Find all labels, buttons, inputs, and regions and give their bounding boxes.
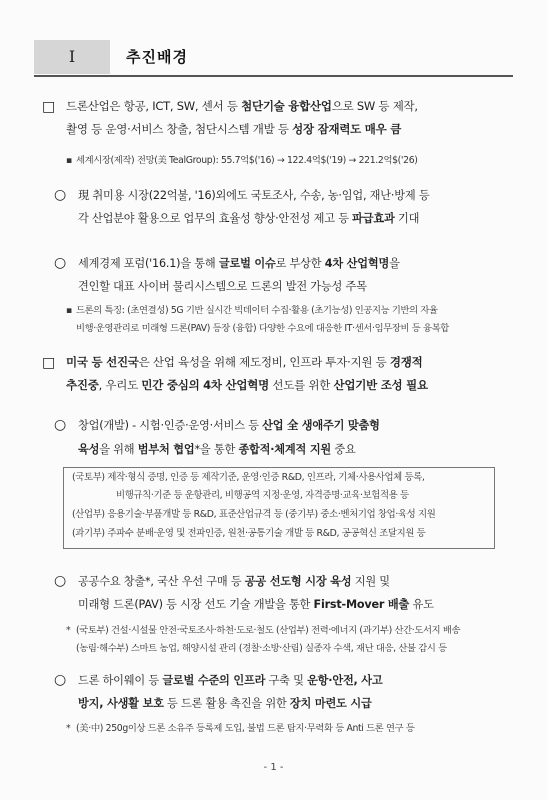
emphasis-text: 산업 全 생애주기 맞춤형 bbox=[262, 419, 380, 432]
section-title: 추진배경 bbox=[126, 48, 188, 66]
ministry-roles-box bbox=[63, 467, 495, 549]
emphasis-text: 민간 중심의 4차 산업혁명 bbox=[141, 378, 269, 392]
square-bullet: □ bbox=[42, 355, 56, 371]
p6-line1 bbox=[78, 570, 390, 593]
p5-line2 bbox=[78, 438, 356, 461]
emphasis-text: 4차 산업혁명 bbox=[324, 257, 390, 270]
emphasis-text: 산업기반 조성 필요 bbox=[333, 378, 428, 392]
text-run: , 우리도 bbox=[98, 378, 142, 392]
text-run: 지원 및 bbox=[351, 575, 390, 588]
dot-bullet: ▪ bbox=[66, 305, 72, 316]
circle-bullet: ○ bbox=[54, 573, 67, 589]
p2-line1: 現 취미용 시장(22억불, '16)외에도 국토조사, 수송, 농·임업, 재난·방제 등 bbox=[78, 189, 430, 202]
ministry-row: (산업부) 응용기술·부품개발 등 R&D, 표준산업규격 등 (중기부) 중소·벤처기업 창업·육성 지원 bbox=[72, 509, 436, 520]
p2-line2 bbox=[78, 207, 419, 230]
text-run: , 국산 우선 구매 등 bbox=[150, 575, 245, 588]
dot-bullet: ▪ bbox=[66, 155, 72, 166]
text-run: 선도를 위한 bbox=[268, 378, 334, 392]
circle-bullet: ○ bbox=[54, 187, 67, 203]
p4-line2 bbox=[66, 375, 428, 396]
p1-line2 bbox=[66, 119, 401, 140]
text-run: 미래형 드론(PAV) 등 시장 선도 기술 개발을 통한 bbox=[78, 598, 314, 611]
emphasis-text: 추진중 bbox=[66, 378, 99, 392]
emphasis-text: 경쟁적 bbox=[389, 355, 423, 369]
text-run: 등 드론 활용 촉진을 위한 bbox=[163, 697, 290, 710]
p6-line2 bbox=[78, 593, 434, 616]
p5-line1 bbox=[78, 414, 380, 437]
square-bullet: □ bbox=[42, 99, 56, 115]
circle-bullet: ○ bbox=[54, 417, 67, 433]
emphasis-text: 운항·안전, 사고 bbox=[307, 674, 383, 687]
emphasis-text: 파급효과 bbox=[352, 212, 395, 225]
text-run: 유도 bbox=[409, 598, 434, 611]
emphasis-text: First-Mover 배출 bbox=[313, 598, 410, 611]
p3-line2: 견인할 대표 사이버 물리시스템으로 드론의 발전 가능성 주목 bbox=[78, 280, 367, 293]
section-divider bbox=[34, 75, 513, 77]
text-run: 창업(개발) - 시험·인증·운영·서비스 등 bbox=[78, 419, 263, 432]
text-run: 중요 bbox=[331, 443, 356, 456]
text-run: 구축 및 bbox=[265, 674, 308, 687]
emphasis-text: 육성 bbox=[78, 443, 100, 456]
star-marker: * bbox=[66, 723, 71, 734]
text-run: 드론 하이웨이 등 bbox=[78, 674, 163, 687]
p7-line2 bbox=[78, 692, 372, 715]
section-header bbox=[34, 40, 513, 74]
emphasis-text: 글로벌 수준의 인프라 bbox=[162, 674, 266, 687]
text-run: 으로 SW 등 제작, bbox=[331, 99, 418, 113]
note-public-demand-line2: (농림·해수부) 스마트 농업, 해양시설 관리 (경찰·소방·산림) 실종자 수색, 재난 대응, 산불 감시 등 bbox=[76, 643, 447, 654]
text-run: 은 산업 육성을 위해 제도정비, 인프라 투자·지원 등 bbox=[138, 355, 390, 369]
emphasis-text: 글로벌 이슈 bbox=[218, 257, 276, 270]
note-public-demand-line1: (국토부) 건설·시설물 안전·국토조사·하천·도로·철도 (산업부) 전력·에너지 (과기부) 산간·도서지 배송 bbox=[76, 625, 461, 636]
emphasis-text: 미국 등 선진국 bbox=[66, 355, 139, 369]
note-drone-features-line2: 비행·운영관리로 미래형 드론(PAV) 등장 (융합) 다양한 수요에 대응한 IT·센서·임무장비 등 융복합 bbox=[76, 323, 449, 334]
section-number: I bbox=[34, 40, 110, 74]
ministry-row: (과기부) 주파수 분배·운영 및 전파인증, 원천·공통기술 개발 등 R&D, 공공혁신 조달지원 등 bbox=[72, 528, 426, 539]
star-marker: * bbox=[66, 625, 71, 636]
emphasis-text: 첨단기술 융합산업 bbox=[241, 99, 332, 113]
emphasis-text: 종합적·체계적 지원 bbox=[238, 443, 332, 456]
text-run: 촬영 등 운영·서비스 창출, 첨단시스템 개발 등 bbox=[66, 122, 293, 136]
text-run: 공공수요 창출 bbox=[78, 575, 145, 588]
text-run: 각 산업분야 활용으로 업무의 효율성 향상·안전성 제고 등 bbox=[78, 212, 353, 225]
p7-line1 bbox=[78, 669, 383, 692]
text-run: * bbox=[145, 575, 151, 588]
p3-line1 bbox=[78, 252, 400, 275]
ministry-row: (국토부) 제작·형식 증명, 인증 등 제작기준, 운영·인증 R&D, 인프라, 기체·사용사업체 등록, bbox=[72, 472, 425, 483]
page-number: - 1 - bbox=[263, 762, 284, 773]
emphasis-text: 공공 선도형 시장 육성 bbox=[244, 575, 352, 588]
emphasis-text: 장치 마련도 시급 bbox=[289, 697, 372, 710]
text-run: 을 위해 bbox=[99, 443, 138, 456]
text-run: *을 통한 bbox=[194, 443, 239, 456]
text-run: 로 부상한 bbox=[275, 257, 325, 270]
text-run: 세계경제 포럼('16.1)을 통해 bbox=[78, 257, 219, 270]
text-run: 드론산업은 항공, ICT, SW, 센서 등 bbox=[66, 99, 242, 113]
text-run: 을 bbox=[389, 257, 400, 270]
ministry-row: 비행규칙·기준 등 운항관리, 비행공역 지정·운영, 자격증명·교육·보험적용 등 bbox=[116, 490, 409, 501]
p1-line1 bbox=[66, 96, 418, 117]
text-run: 기대 bbox=[394, 212, 420, 225]
circle-bullet: ○ bbox=[54, 672, 67, 688]
note-drone-features-line1: 드론의 특징: (초연결성) 5G 기반 실시간 빅데이터 수집·활용 (초기능성) 인공지능 기반의 자율 bbox=[76, 305, 438, 316]
note-anti-drone-text: (美·中) 250g이상 드론 소유주 등록제 도입, 불법 드론 탐지·무력화 등 Anti 드론 연구 등 bbox=[76, 723, 415, 734]
emphasis-text: 방지, 사생활 보호 bbox=[78, 697, 164, 710]
p4-line1 bbox=[66, 352, 422, 373]
emphasis-text: 범부처 협업 bbox=[137, 443, 195, 456]
circle-bullet: ○ bbox=[54, 255, 67, 271]
note-world-market-text: 세계시장(제작) 전망(美 TealGroup): 55.7억$('16) → 122.4억$('19) → 221.2억$('26) bbox=[76, 155, 418, 166]
emphasis-text: 성장 잠재력도 매우 큼 bbox=[292, 122, 402, 136]
